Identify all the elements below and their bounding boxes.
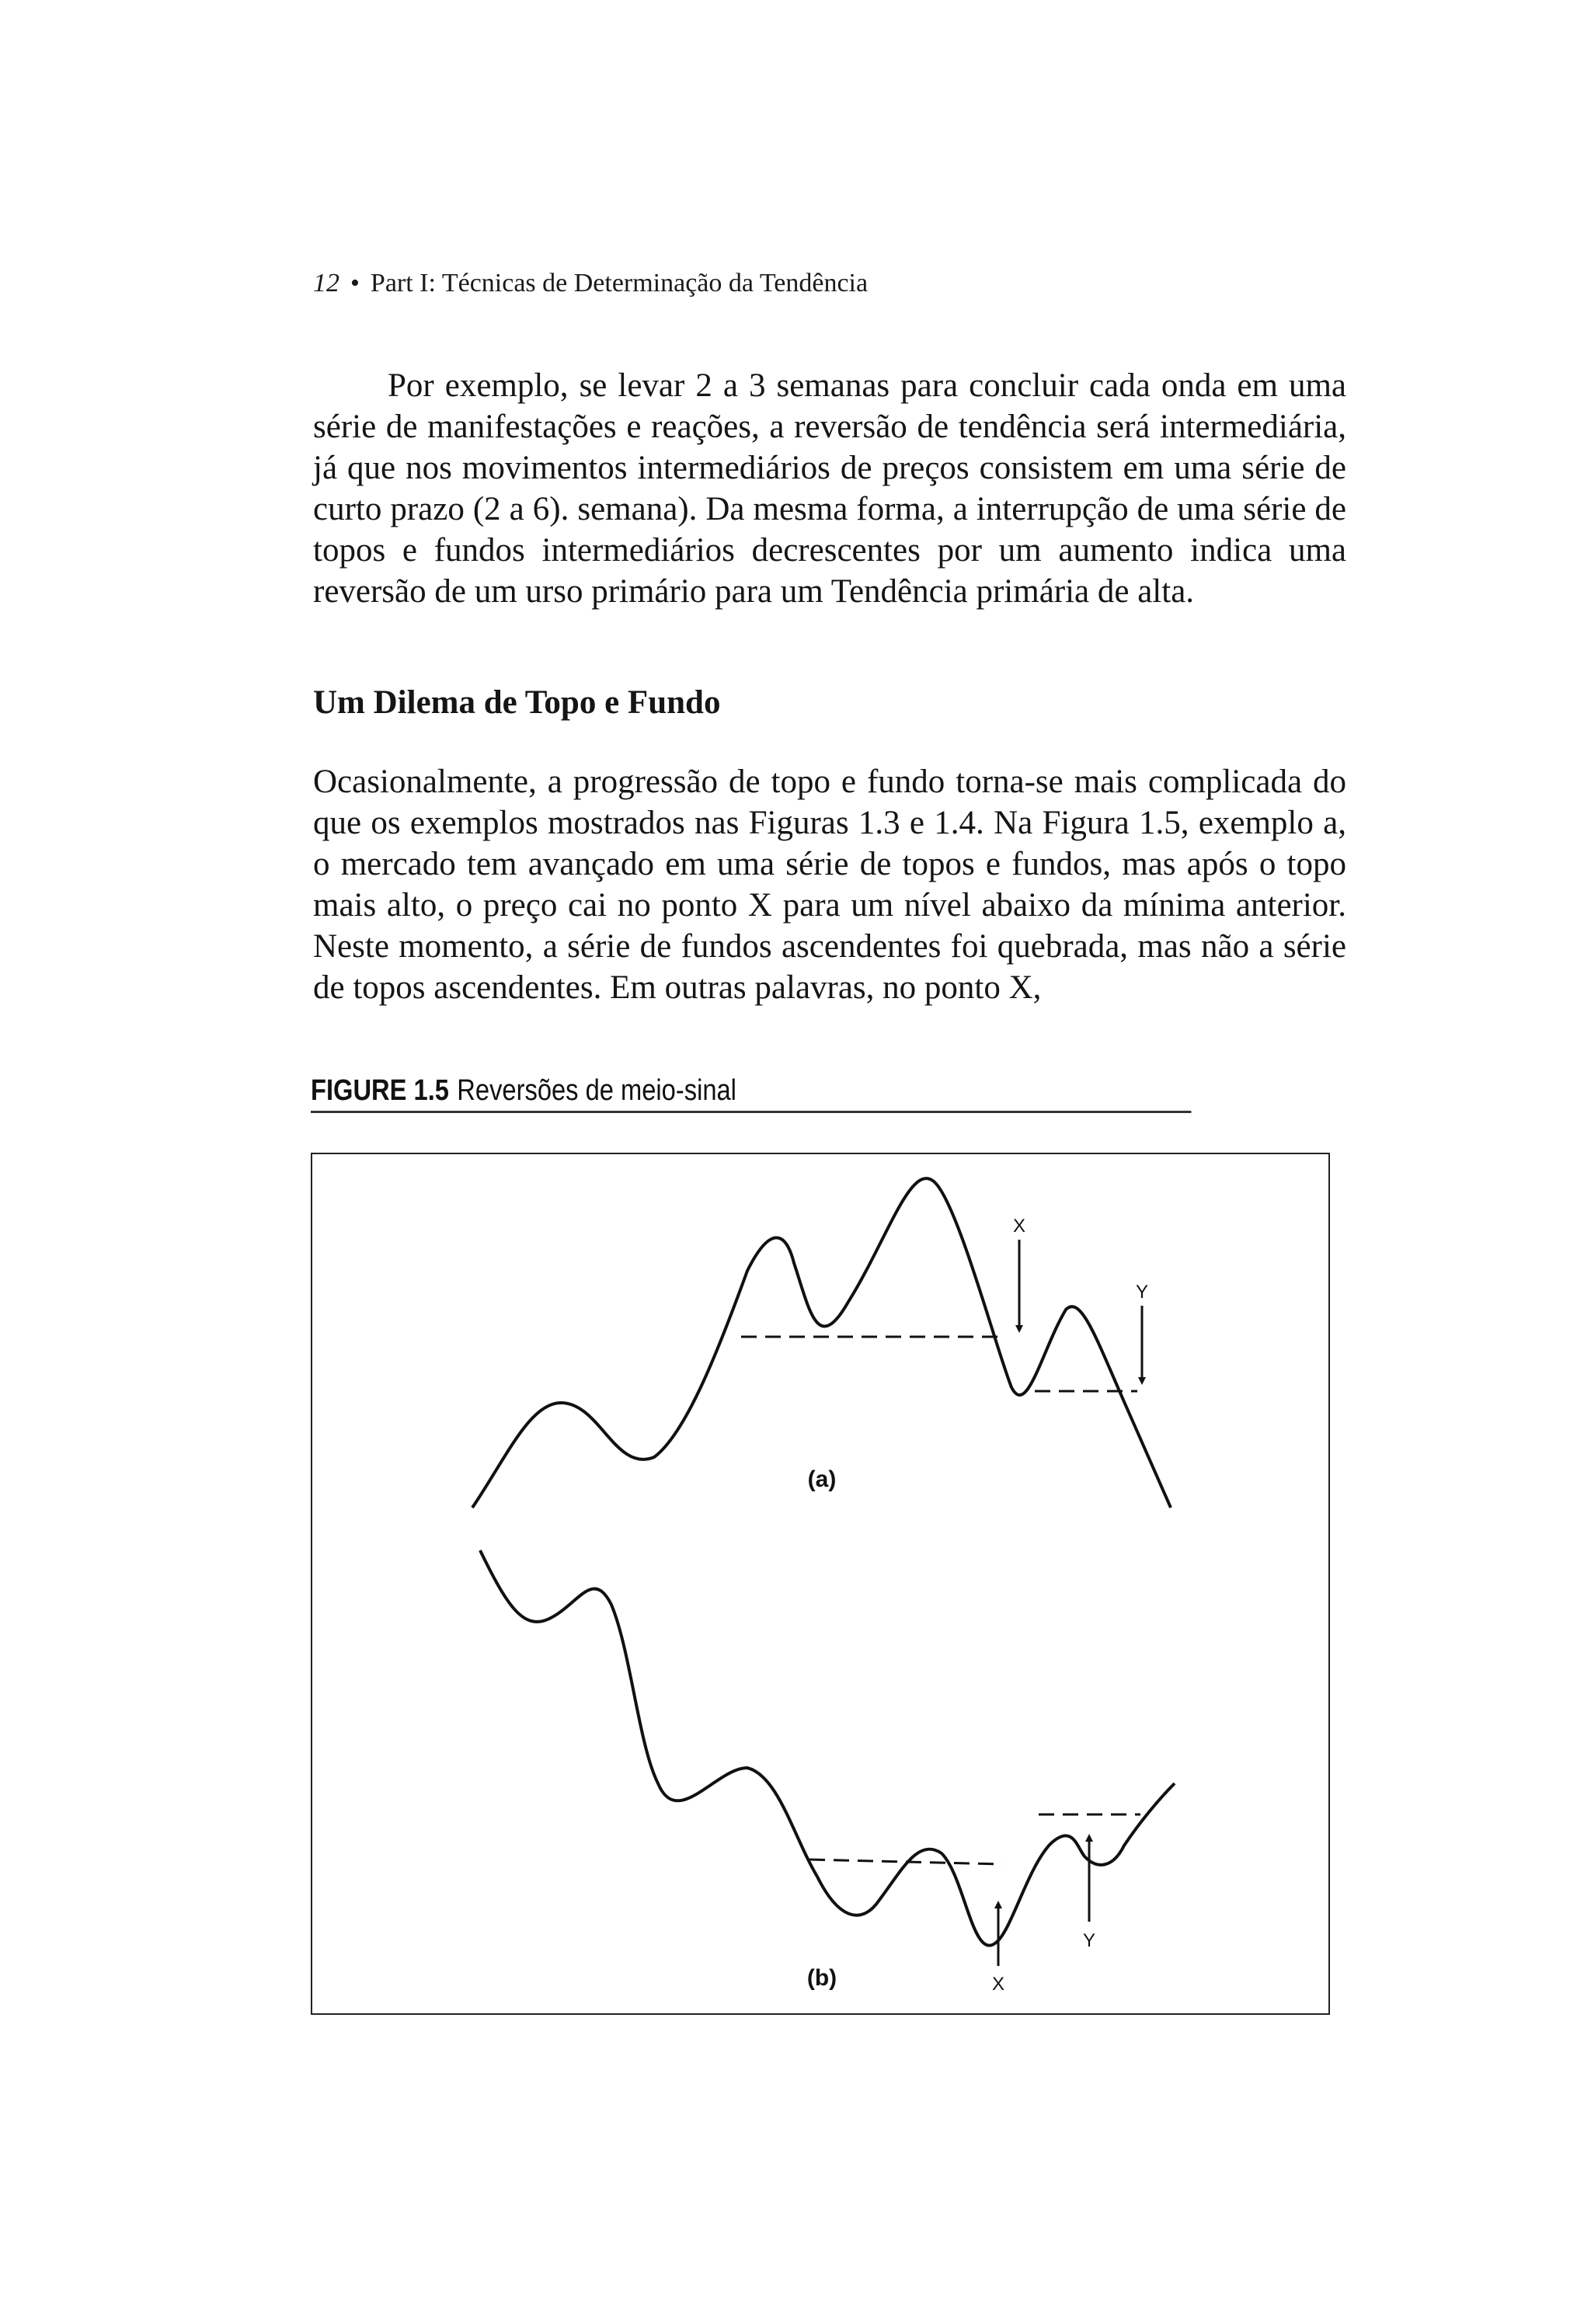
- price-curve-a: [472, 1178, 1171, 1508]
- figure-caption: [311, 1074, 1191, 1113]
- figure-title: Reversões de meio-sinal: [457, 1074, 736, 1107]
- paragraph-dilemma: Ocasionalmente, a progressão de topo e fundo torna-se mais complicada do que os exemplos mostrados nas Figuras 1.3 e 1.4. Na Figura 1.5, exemplo a, o mercado tem avançado em uma série de topos e fundos, mas após o topo mais alto, o preço cai no ponto X para um nível abaixo da mínima anterior. Neste momento, a série de fundos ascendentes foi quebrada, mas não a série de topos ascendentes. Em outras palavras, no ponto X,: [313, 764, 1346, 1006]
- page-number: 12: [313, 269, 339, 297]
- marker-x-a-label: X: [1012, 1216, 1026, 1237]
- header-separator: •: [350, 269, 360, 297]
- figure-frame: [311, 1153, 1330, 2015]
- figure-label: FIGURE 1.5: [311, 1074, 449, 1107]
- marker-y-b-label: Y: [1082, 1930, 1096, 1951]
- paragraph-intro: Por exemplo, se levar 2 a 3 semanas para concluir cada onda em uma série de manifestações e reações, a reversão de tendência será intermediária, já que nos movimentos intermediários de preços consistem em uma série de curto prazo (2 a 6). semana). Da mesma forma, a interrupção de uma série de topos e fundos intermediários decrescentes por um aumento indica uma reversão de um urso primário para um Tendência primária de alta.: [313, 367, 1346, 610]
- panel-a: [472, 1178, 1171, 1508]
- figure-diagram: [312, 1154, 1332, 2016]
- panel-b: [480, 1550, 1175, 1995]
- price-curve-b: [480, 1550, 1175, 1946]
- running-head: [313, 269, 868, 298]
- section-heading: Um Dilema de Topo e Fundo: [313, 684, 721, 721]
- marker-y-a-label: Y: [1135, 1282, 1149, 1303]
- panel-a-label: (a): [807, 1466, 837, 1492]
- marker-x-b-label: X: [991, 1974, 1005, 1995]
- running-title: Part I: Técnicas de Determinação da Tendência: [370, 269, 869, 297]
- panel-b-label: (b): [806, 1965, 837, 1991]
